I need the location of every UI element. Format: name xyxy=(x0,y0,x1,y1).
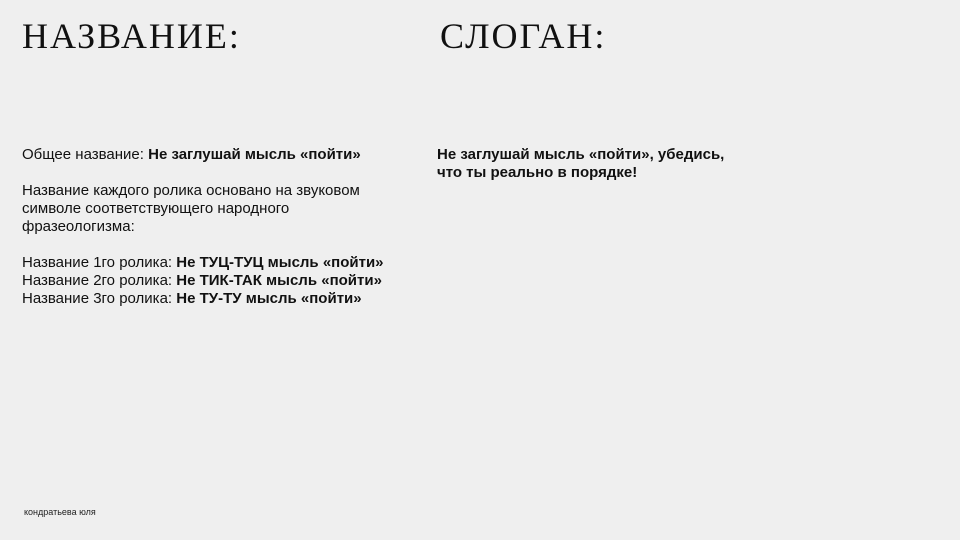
video-title-value: Не ТУ-ТУ мысль «пойти» xyxy=(176,290,362,307)
slogan-line-1: Не заглушай мысль «пойти», убедись, xyxy=(437,146,725,163)
author-footer: кондратьева юля xyxy=(24,507,96,517)
video-title-value: Не ТУЦ-ТУЦ мысль «пойти» xyxy=(176,254,384,271)
video-title-line-2 xyxy=(22,272,402,290)
slogan-heading: СЛОГАН: xyxy=(440,16,607,56)
video-title-label: Название 2го ролика: xyxy=(22,272,177,289)
video-title-line-1 xyxy=(22,254,402,272)
slogan-line-2: что ты реально в порядке! xyxy=(437,164,638,181)
general-title-value: Не заглушай мысль «пойти» xyxy=(148,146,361,163)
video-title-label: Название 1го ролика: xyxy=(22,254,177,271)
title-details xyxy=(22,146,402,308)
video-title-value: Не ТИК-ТАК мысль «пойти» xyxy=(176,272,382,289)
general-title-label: Общее название: xyxy=(22,146,149,163)
slogan-text xyxy=(437,146,757,182)
video-title-line-3 xyxy=(22,290,402,308)
general-title-line xyxy=(22,146,402,164)
video-title-label: Название 3го ролика: xyxy=(22,290,177,307)
title-heading: НАЗВАНИЕ: xyxy=(22,16,241,56)
title-description: Название каждого ролика основано на звуковом символе соответствующего народного фразеологизма: xyxy=(22,182,360,235)
